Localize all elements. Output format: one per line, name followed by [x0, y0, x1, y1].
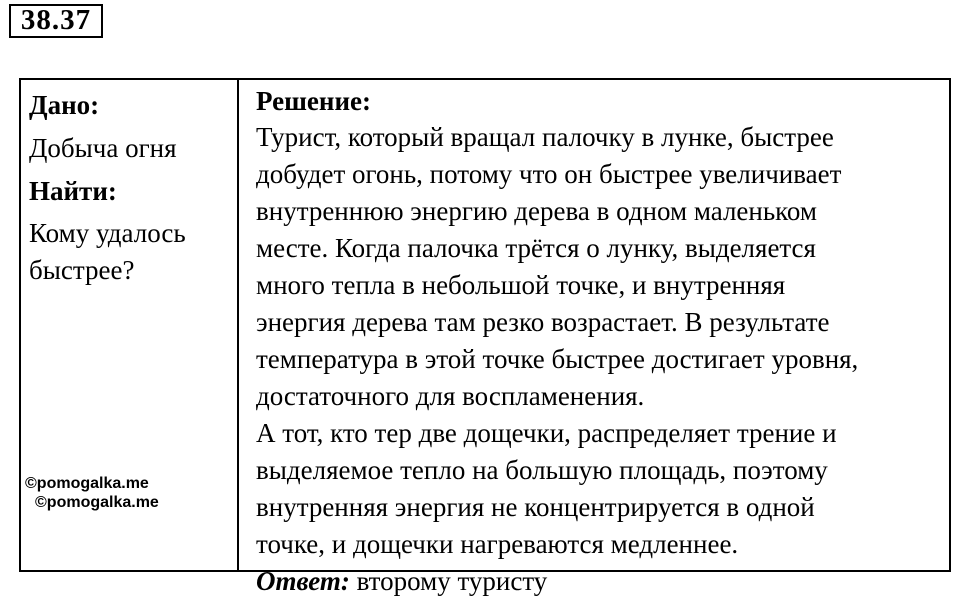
watermark: ©pomogalka.me	[25, 475, 149, 492]
solution-line: много тепла в небольшой точке, и внутренняя	[256, 270, 786, 300]
given-column	[29, 84, 234, 289]
solution-line: добудет огонь, потому что он быстрее увеличивает	[256, 159, 842, 189]
column-divider	[237, 80, 239, 570]
watermark: ©pomogalka.me	[35, 494, 159, 511]
solution-line: Турист, который вращал палочку в лунке, быстрее	[256, 122, 834, 152]
solution-line: температура в этой точке быстрее достигает уровня,	[256, 344, 859, 374]
answer-text: второму туристу	[349, 566, 548, 596]
solution-line: достаточного для воспламенения.	[256, 381, 645, 411]
solution-line: энергия дерева там резко возрастает. В результате	[256, 307, 830, 337]
solution-line: А тот, кто тер две дощечки, распределяет трение и	[256, 418, 837, 448]
solution-line: внутреннюю энергию дерева в одном маленьком	[256, 196, 817, 226]
answer-line	[256, 563, 946, 600]
solution-heading: Решение:	[256, 86, 371, 116]
find-line: быстрее?	[29, 255, 135, 285]
solution-line: внутренняя энергия не концентрируется в одной	[256, 492, 815, 522]
solution-column	[256, 84, 946, 600]
find-heading: Найти:	[29, 176, 117, 206]
given-heading: Дано:	[29, 90, 100, 120]
solution-line: месте. Когда палочка трётся о лунку, выделяется	[256, 233, 816, 263]
answer-label: Ответ:	[256, 566, 350, 596]
problem-number: 38.37	[9, 4, 103, 38]
solution-line: выделяемое тепло на большую площадь, поэтому	[256, 455, 828, 485]
solution-table	[19, 78, 951, 596]
solution-line: точке, и дощечки нагреваются медленнее.	[256, 529, 739, 559]
given-text: Добыча огня	[29, 133, 177, 163]
find-line: Кому удалось	[29, 218, 186, 248]
